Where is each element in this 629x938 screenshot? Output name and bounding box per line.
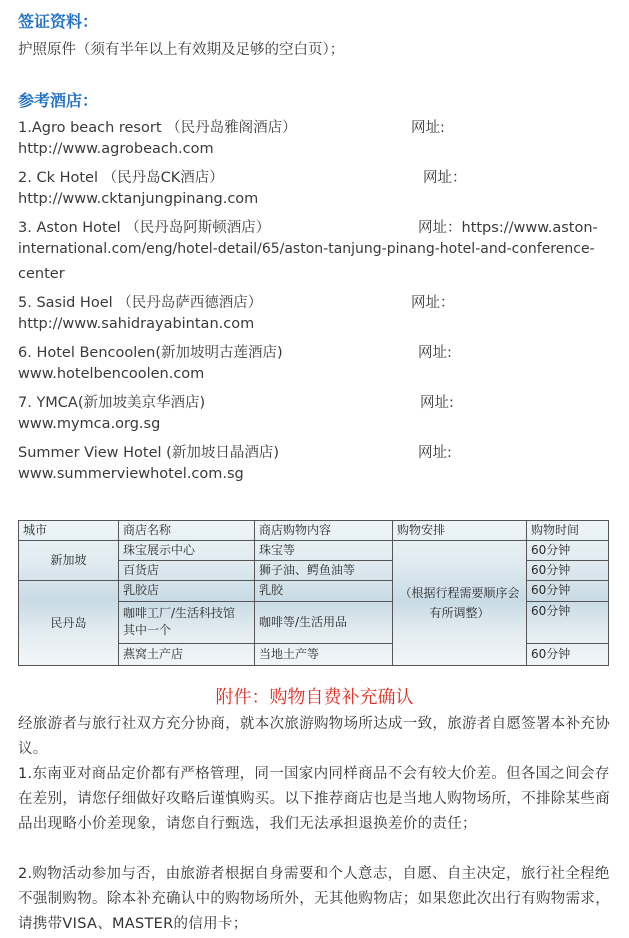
appendix-title: 附件：购物自费补充确认 (215, 687, 414, 708)
city-bintan: 民丹岛 (19, 581, 119, 666)
header-duration: 购物时间 (527, 521, 609, 541)
table-row (19, 541, 609, 561)
hotel-8-url-label: 网址: (418, 445, 452, 461)
hotel-6-url-label: 网址: (418, 345, 452, 361)
hotel-7-url[interactable]: www.mymca.org.sg (18, 416, 161, 432)
shop-duration: 60分钟 (527, 581, 609, 601)
header-arrangement: 购物安排 (393, 521, 527, 541)
arrangement-note: （根据行程需要顺序会有所调整） (393, 541, 527, 666)
hotel-7-url-label: 网址: (420, 395, 454, 411)
shop-duration: 60分钟 (527, 643, 609, 665)
city-singapore: 新加坡 (19, 541, 119, 581)
hotel-7-name: 7. YMCA(新加坡美京华酒店) (18, 395, 206, 411)
hotel-2-url[interactable]: http://www.cktanjungpinang.com (18, 191, 259, 207)
hotel-3-name: 3. Aston Hotel （民丹岛阿斯顿酒店） (18, 220, 271, 236)
table-header-row (19, 521, 609, 541)
shopping-table (18, 520, 609, 666)
shop-content: 咖啡等/生活用品 (255, 601, 393, 643)
hotel-5-url[interactable]: http://www.sahidrayabintan.com (18, 316, 255, 332)
hotel-8-url[interactable]: www.summerviewhotel.com.sg (18, 466, 244, 482)
appendix-item-2: 2.购物活动参加与否，由旅游者根据自身需要和个人意志，自愿、自主决定，旅行社全程绝不强制购物。除本补充确认中的购物场所外，无其他购物店；如果您此次出行有购物需求，请携带VISA、MASTER的信用卡； (18, 866, 610, 932)
hotel-1-name: 1.Agro beach resort （民丹岛雅阁酒店） (18, 120, 297, 136)
hotel-8-name: Summer View Hotel (新加坡日晶酒店) (18, 445, 279, 461)
shop-name: 珠宝展示中心 (119, 541, 255, 561)
hotel-3-url[interactable]: international.com/eng/hotel-detail/65/aston-tanjung-pinang-hotel-and-conference- (18, 241, 595, 257)
shop-duration: 60分钟 (527, 601, 609, 643)
shop-content: 当地土产等 (255, 643, 393, 665)
appendix-item-1: 1.东南亚对商品定价都有严格管理，同一国家内同样商品不会有较大价差。但各国之间会存在差别，请您仔细做好攻略后谨慎购买。以下推荐商店也是当地人购物场所，不排除某些商品出现略小价差现象，请您自行甄选，我们无法承担退换差价的责任； (18, 766, 610, 832)
hotel-2-url-label: 网址： (423, 170, 467, 186)
header-city: 城市 (19, 521, 119, 541)
shop-name: 燕窝土产店 (119, 643, 255, 665)
shop-duration: 60分钟 (527, 541, 609, 561)
shop-content: 狮子油、鳄鱼油等 (255, 561, 393, 581)
shop-content: 乳胶 (255, 581, 393, 601)
shop-name: 咖啡工厂/生活科技馆 其中一个 (119, 601, 255, 643)
shop-name: 乳胶店 (119, 581, 255, 601)
hotel-5-name: 5. Sasid Hoel （民丹岛萨西德酒店） (18, 295, 263, 311)
hotel-6-url[interactable]: www.hotelbencoolen.com (18, 366, 205, 382)
visa-heading: 签证资料： (18, 12, 99, 31)
hotel-1-url[interactable]: http://www.agrobeach.com (18, 141, 214, 157)
hotel-5-url-label: 网址： (411, 295, 455, 311)
hotel-1-url-label: 网址: (411, 120, 445, 136)
hotel-6-name: 6. Hotel Bencoolen(新加坡明古莲酒店) (18, 345, 283, 361)
visa-text: 护照原件（须有半年以上有效期及足够的空白页）； (18, 42, 345, 58)
hotel-3-url-cont[interactable]: center (18, 266, 65, 282)
header-shop-content: 商店购物内容 (255, 521, 393, 541)
hotel-3-url-label[interactable]: 网址：https://www.aston- (418, 220, 598, 236)
appendix-intro: 经旅游者与旅行社双方充分协商，就本次旅游购物场所达成一致，旅游者自愿签署本补充协议。 (18, 716, 610, 757)
shop-duration: 60分钟 (527, 561, 609, 581)
hotels-heading: 参考酒店： (18, 91, 99, 110)
shop-content: 珠宝等 (255, 541, 393, 561)
hotel-2-name: 2. Ck Hotel （民丹岛CK酒店） (18, 170, 224, 186)
shop-name: 百货店 (119, 561, 255, 581)
header-shop-name: 商店名称 (119, 521, 255, 541)
